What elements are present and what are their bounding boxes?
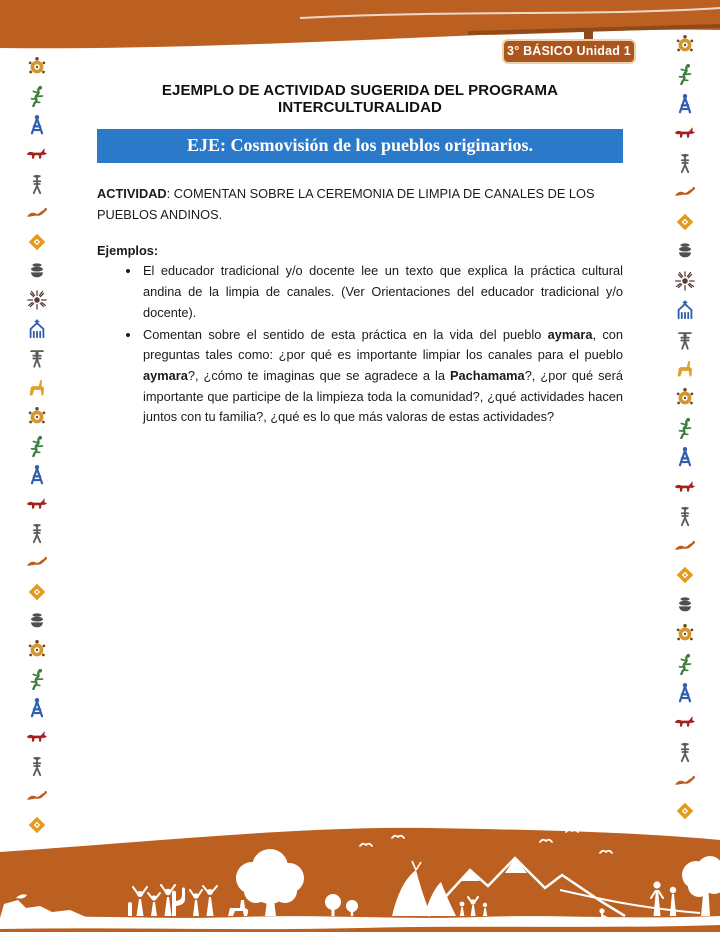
vessel-icon <box>24 259 50 283</box>
person-icon <box>24 521 50 545</box>
personhat-icon <box>672 328 698 352</box>
lizard-icon <box>672 652 698 676</box>
eje-banner: EJE: Cosmovisión de los pueblos originarios. <box>97 129 623 163</box>
fox-icon <box>24 492 50 516</box>
church-icon <box>672 298 698 322</box>
condor-icon <box>24 784 50 808</box>
diamond-icon <box>672 563 698 587</box>
vessel-icon <box>672 239 698 263</box>
fox-icon <box>672 710 698 734</box>
condor-icon <box>672 534 698 558</box>
turtle-icon <box>672 622 698 646</box>
lizard-icon <box>24 434 50 458</box>
lizard-icon <box>672 416 698 440</box>
unit-badge: 3° BÁSICO Unidad 1 <box>502 39 636 64</box>
list-item: • Comentan sobre el sentido de esta práctica en la vida del pueblo aymara, con preguntas tales como: ¿por qué es importante limpiar los canales para el pueblo aymara?, ¿cómo te imaginas que se agradece a la Pachamama?, ¿por qué será importante que participe de la limpieza toda la comunidad?, ¿qué actividades hacen juntos con tu familia?, ¿qué es lo que más valoras de estas actividades? <box>141 325 623 429</box>
turtle-icon <box>24 638 50 662</box>
right-icon-column <box>663 33 707 823</box>
examples-heading: Ejemplos: <box>97 243 159 259</box>
person-icon <box>672 740 698 764</box>
condor-icon <box>672 180 698 204</box>
turtle-icon <box>24 405 50 429</box>
condor-icon <box>24 550 50 574</box>
condor-icon <box>672 769 698 793</box>
diamond-icon <box>24 580 50 604</box>
sun-icon <box>24 288 50 312</box>
anthro-icon <box>672 92 698 116</box>
sun-icon <box>672 269 698 293</box>
fox-icon <box>672 475 698 499</box>
fox-icon <box>24 725 50 749</box>
left-icon-column <box>15 55 59 837</box>
person-icon <box>24 754 50 778</box>
anthro-icon <box>672 681 698 705</box>
turtle-icon <box>24 55 50 79</box>
page-title: EJEMPLO DE ACTIVIDAD SUGERIDA DEL PROGRAMA INTERCULTURALIDAD <box>161 82 559 116</box>
turtle-icon <box>672 33 698 57</box>
anthro-icon <box>24 113 50 137</box>
person-icon <box>672 151 698 175</box>
fox-icon <box>672 121 698 145</box>
condor-icon <box>24 201 50 225</box>
fox-icon <box>24 142 50 166</box>
footer-illustration <box>0 820 720 932</box>
turtle-icon <box>672 386 698 410</box>
anthro-icon <box>24 696 50 720</box>
person-icon <box>672 504 698 528</box>
anthro-icon <box>24 463 50 487</box>
activity-paragraph: ACTIVIDAD: COMENTAN SOBRE LA CEREMONIA DE LIMPIA DE CANALES DE LOS PUEBLOS ANDINOS. <box>97 186 595 222</box>
diamond-icon <box>672 210 698 234</box>
llama-icon <box>672 357 698 381</box>
lizard-icon <box>24 667 50 691</box>
llama-icon <box>24 376 50 400</box>
lizard-icon <box>672 62 698 86</box>
vessel-icon <box>24 609 50 633</box>
anthro-icon <box>672 445 698 469</box>
personhat-icon <box>24 346 50 370</box>
vessel-icon <box>672 593 698 617</box>
list-item: • El educador tradicional y/o docente lee un texto que explica la práctica cultural andina de la limpia de canales. (Ver Orientaciones del educador tradicional y/o docente). <box>141 261 623 323</box>
lizard-icon <box>24 84 50 108</box>
main-content <box>97 82 623 429</box>
diamond-icon <box>24 230 50 254</box>
church-icon <box>24 317 50 341</box>
examples-list <box>97 261 623 428</box>
person-icon <box>24 172 50 196</box>
